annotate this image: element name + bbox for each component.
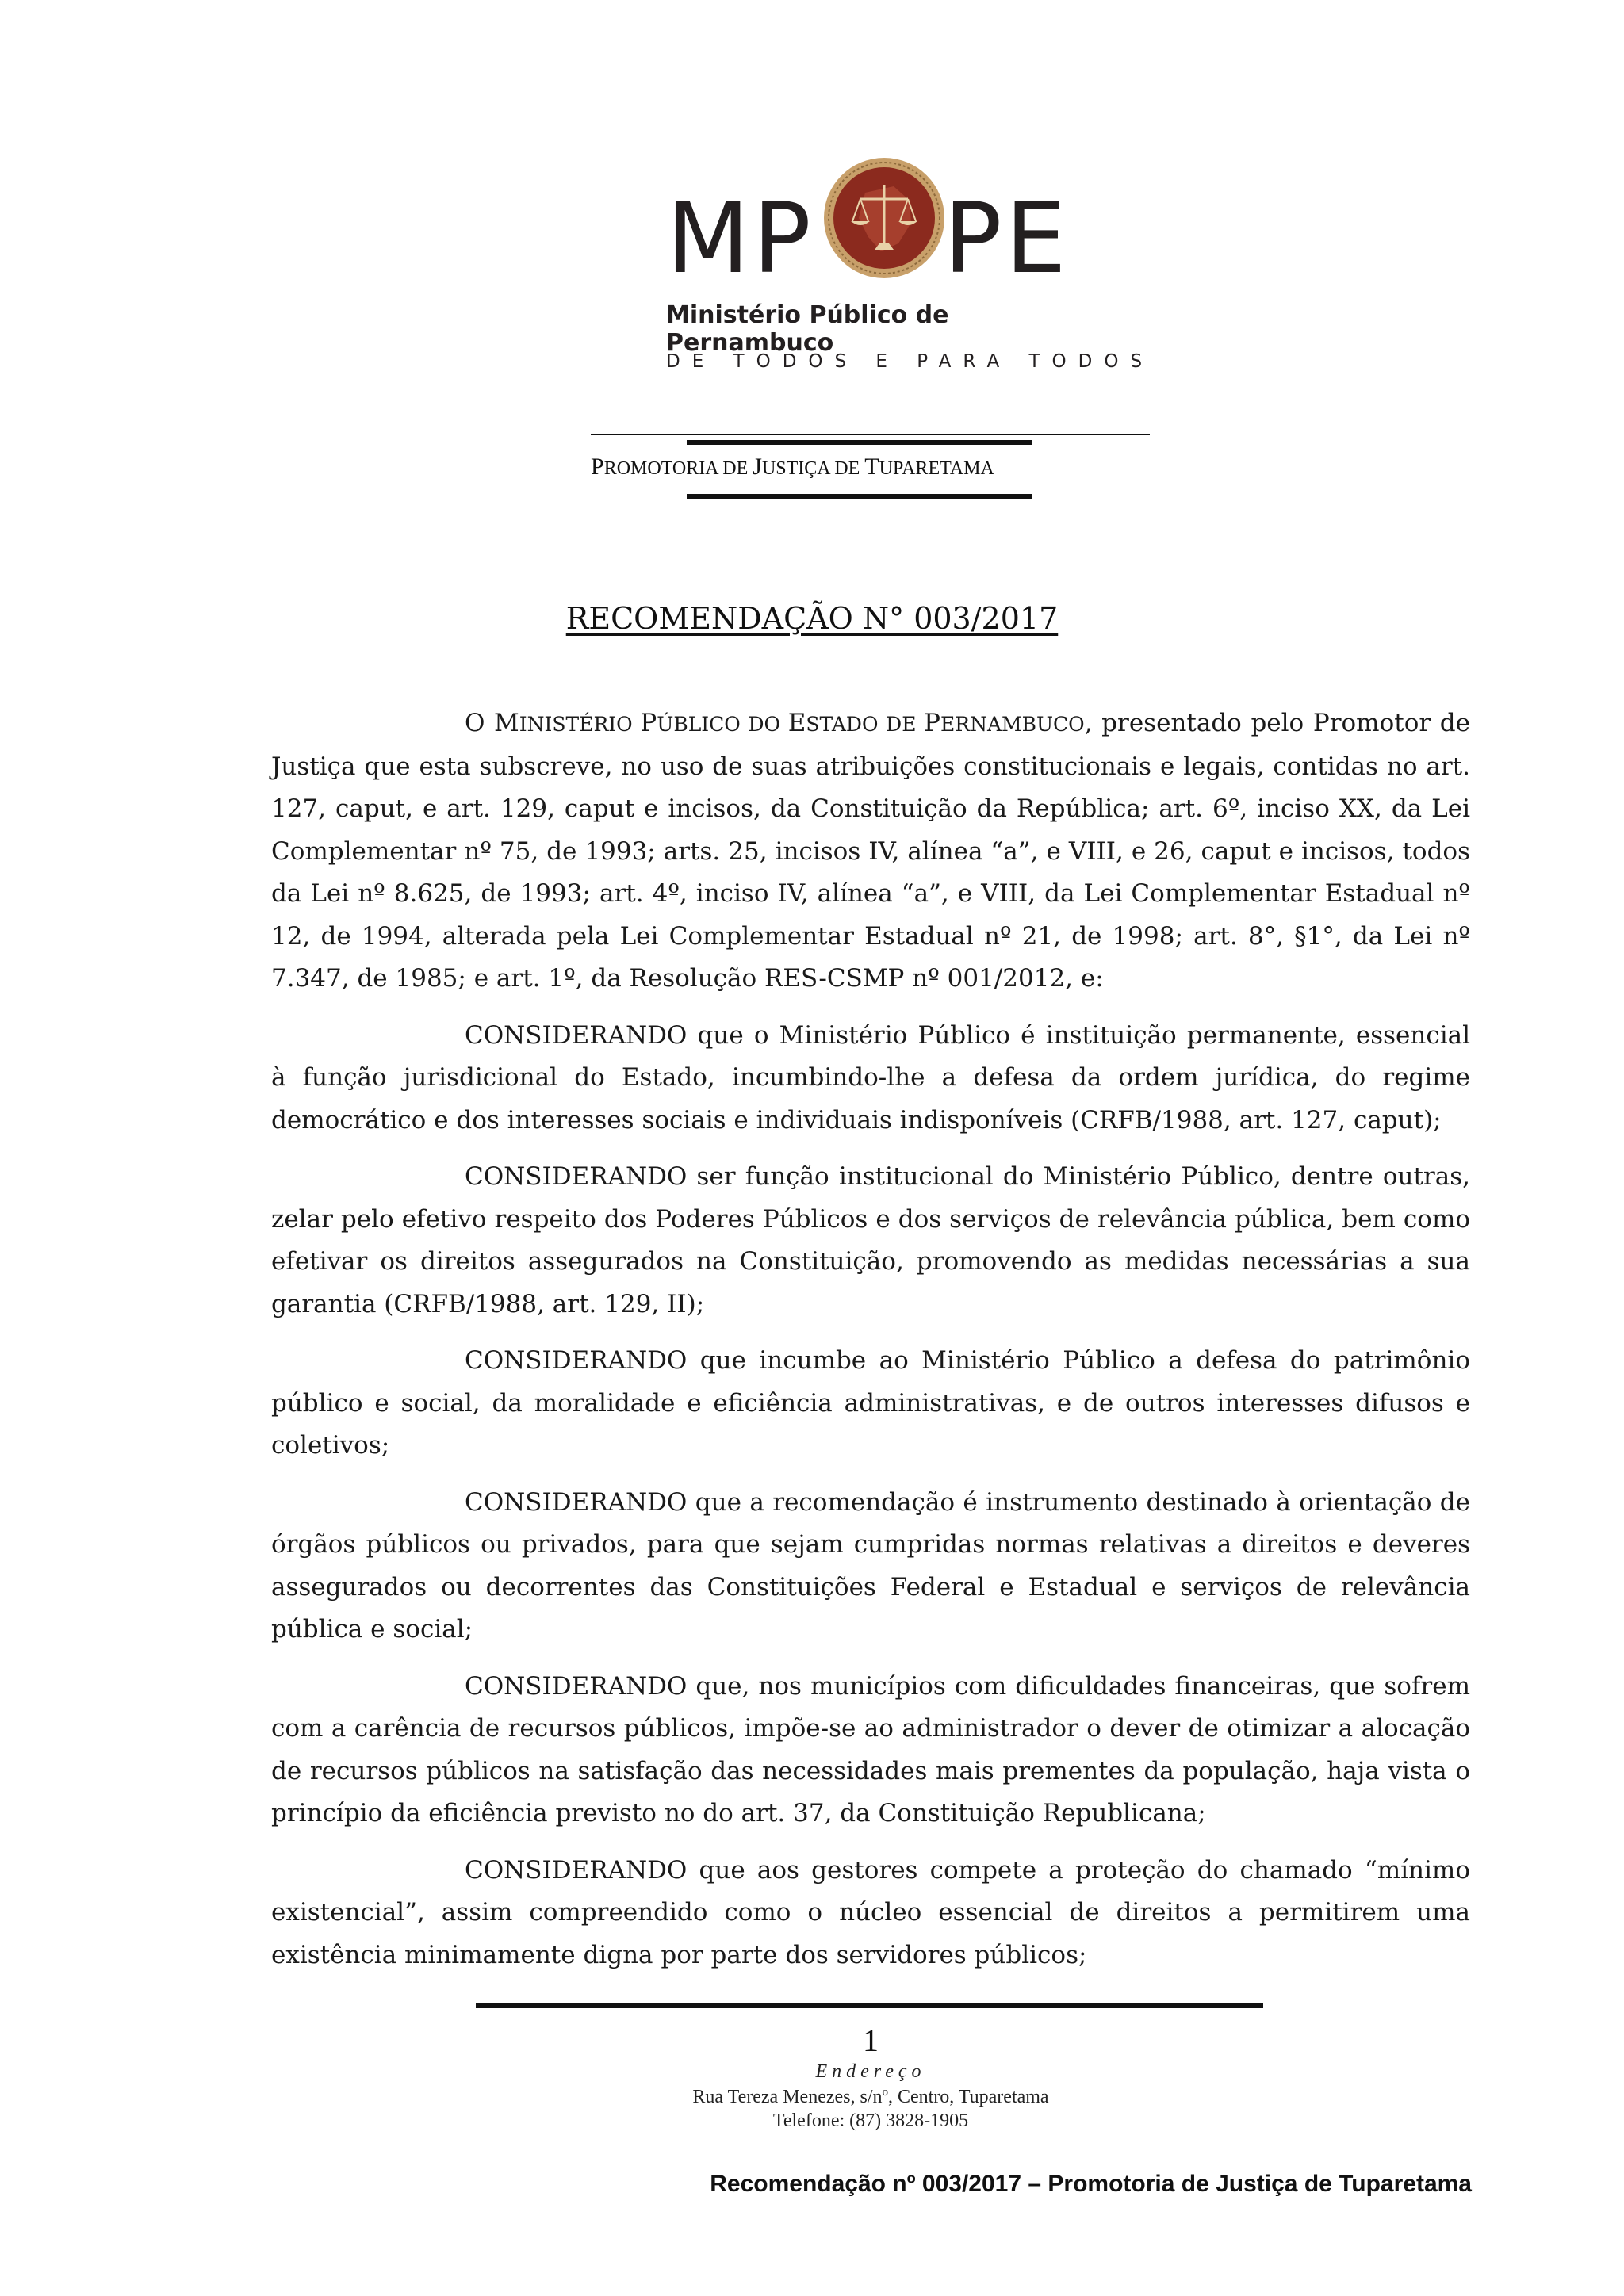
- considerando-paragraph-3: CONSIDERANDO que incumbe ao Ministério Público a defesa do patrimônio público e social, da moralidade e eficiência administrativas, e de outros interesses difusos e coletivos;: [271, 1346, 1470, 1460]
- institution-motto: DE TODOS E PARA TODOS: [666, 351, 1155, 372]
- considerando-paragraph-4: CONSIDERANDO que a recomendação é instrumento destinado à orientação de órgãos públicos ou privados, para que sejam cumpridas normas relativas a direitos e deveres assegurados ou decorrentes das Constituições Federal e Estadual e serviços de relevância pública e social;: [271, 1487, 1470, 1644]
- document-body: [271, 702, 1470, 1991]
- mppe-logo: [658, 155, 1155, 392]
- considerando-paragraph-1: CONSIDERANDO que o Ministério Público é instituição permanente, essencial à função jurisdicional do Estado, incumbindo-lhe a defesa da ordem jurídica, do regime democrático e dos interesses sociais e individuais indisponíveis (CRFB/1988, art. 127, caput);: [271, 1020, 1470, 1135]
- considerando-paragraph-5: CONSIDERANDO que, nos municípios com dificuldades financeiras, que sofrem com a carência de recursos públicos, impõe-se ao administrador o dever de otimizar a alocação de recursos públicos na satisfação das necessidades mais prementes da população, haja vista o princípio da eficiência previsto no do art. 37, da Constituição Republicana;: [271, 1671, 1470, 1827]
- logo-pe-text: PE: [944, 182, 1070, 295]
- address-line: Rua Tereza Menezes, s/nº, Centro, Tuparetama: [692, 2087, 1049, 2107]
- header-thick-rule-top: [687, 440, 1032, 445]
- endereco-label: Endereço: [815, 2061, 926, 2082]
- institution-name: Ministério Público de Pernambuco: [666, 301, 949, 357]
- logo-mp-text: MP: [666, 182, 814, 295]
- footer-caption: Recomendação nº 003/2017 – Promotoria de Justiça de Tuparetama: [710, 2171, 1472, 2197]
- page-number: 1: [863, 2022, 879, 2058]
- considerando-paragraph-6: CONSIDERANDO que aos gestores compete a proteção do chamado “mínimo existencial”, assim compreendido como o núcleo essencial de direitos a permitirem uma existência minimamente digna por parte dos servidores públicos;: [271, 1855, 1470, 1969]
- footer-thick-rule: [476, 2003, 1263, 2008]
- header-thin-rule: [591, 434, 1150, 435]
- phone-line: Telefone: (87) 3828-1905: [772, 2110, 969, 2131]
- document-title: RECOMENDAÇÃO N° 003/2017: [565, 601, 1059, 636]
- promotoria-heading: PROMOTORIA DE JUSTIÇA DE TUPARETAMA: [591, 453, 994, 480]
- scales-of-justice-seal-icon: [821, 155, 948, 281]
- considerando-paragraph-2: CONSIDERANDO ser função institucional do Ministério Público, dentre outras, zelar pelo efetivo respeito dos Poderes Públicos e dos serviços de relevância pública, bem como efetivar os direitos assegurados na Constituição, promovendo as medidas necessárias a sua garantia (CRFB/1988, art. 129, II);: [271, 1162, 1470, 1318]
- header-thick-rule-bottom: [687, 494, 1032, 499]
- intro-paragraph: O MINISTÉRIO PÚBLICO DO ESTADO DE PERNAMBUCO, presentado pelo Promotor de Justiça que esta subscreve, no uso de suas atribuições constitucionais e legais, contidas no art. 127, caput, e art. 129, caput e incisos, da Constituição da República; art. 6º, inciso XX, da Lei Complementar nº 75, de 1993; arts. 25, incisos IV, alínea “a”, e VIII, e 26, caput e incisos, todos da Lei nº 8.625, de 1993; art. 4º, inciso IV, alínea “a”, e VIII, da Lei Complementar Estadual nº 12, de 1994, alterada pela Lei Complementar Estadual nº 21, de 1998; art. 8°, §1°, da Lei nº 7.347, de 1985; e art. 1º, da Resolução RES-CSMP nº 001/2012, e:: [271, 709, 1470, 993]
